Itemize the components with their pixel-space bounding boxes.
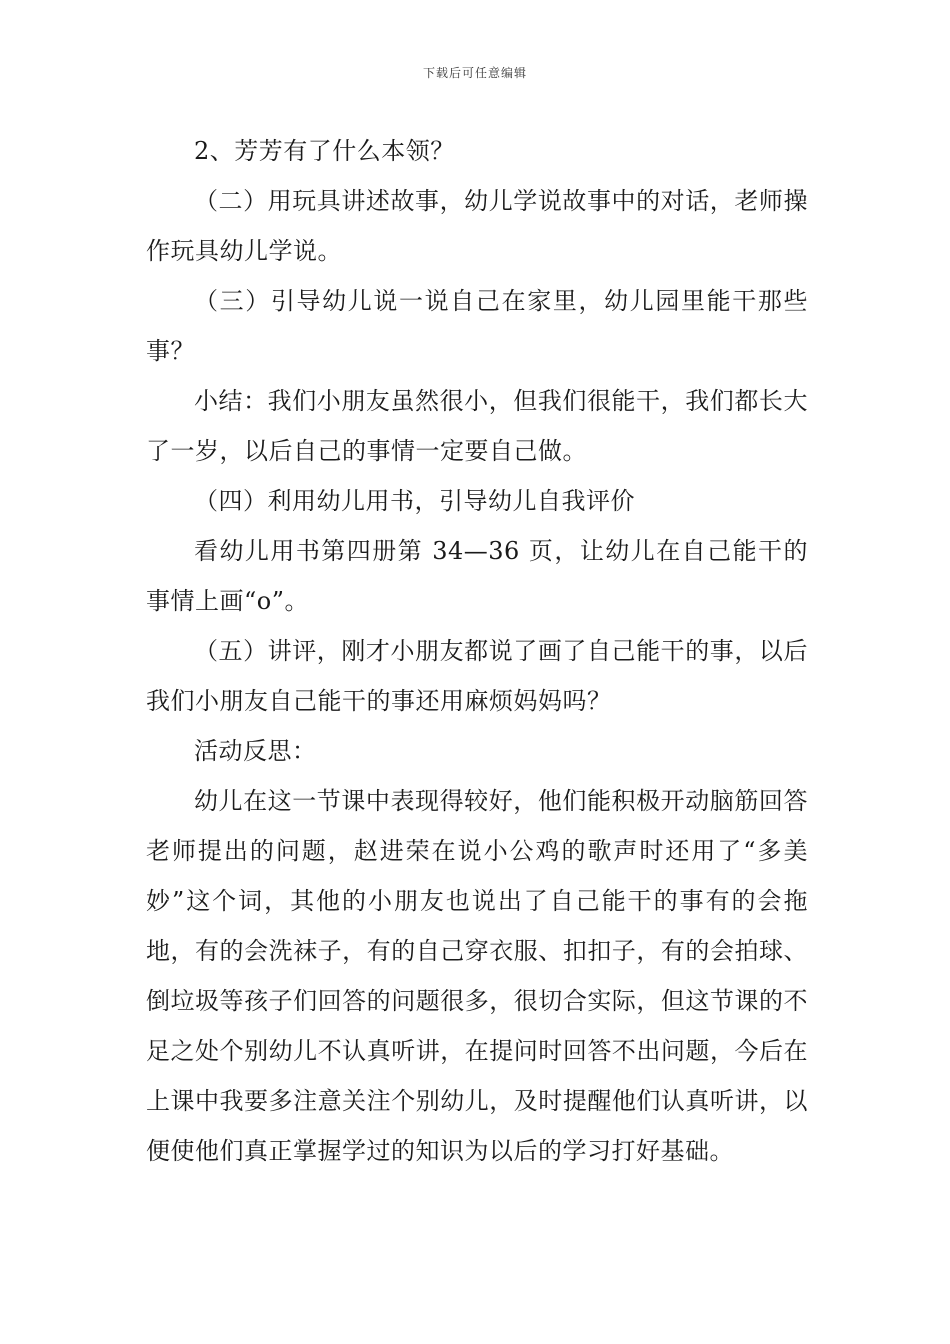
- paragraph-reflection-heading: 活动反思：: [194, 737, 317, 765]
- document-body: [146, 126, 808, 1176]
- paragraph-step-2: （二）用玩具讲述故事，幼儿学说故事中的对话，老师操作玩具幼儿学说。: [146, 187, 808, 265]
- page-header: 下载后可任意编辑: [422, 66, 527, 80]
- paragraph-question-2: 2、芳芳有了什么本领？: [194, 137, 455, 165]
- paragraph-step-5: （五）讲评，刚才小朋友都说了画了自己能干的事，以后我们小朋友自己能干的事还用麻烦妈妈吗？: [146, 637, 808, 715]
- paragraph-summary: 小结：我们小朋友虽然很小，但我们很能干，我们都长大了一岁，以后自己的事情一定要自己做。: [146, 387, 808, 465]
- paragraph-step-3: （三）引导幼儿说一说自己在家里，幼儿园里能干那些事？: [146, 287, 808, 365]
- paragraph-book-pages: 看幼儿用书第四册第 34—36 页，让幼儿在自己能干的事情上画“o”。: [146, 537, 808, 615]
- paragraph-step-4: （四）利用幼儿用书，引导幼儿自我评价: [194, 487, 635, 515]
- paragraph-reflection-body: 幼儿在这一节课中表现得较好，他们能积极开动脑筋回答老师提出的问题，赵进荣在说小公鸡的歌声时还用了“多美妙”这个词，其他的小朋友也说出了自己能干的事有的会拖地，有的会洗袜子，有的自己穿衣服、扣扣子，有的会拍球、倒垃圾等孩子们回答的问题很多，很切合实际，但这节课的不足之处个别幼儿不认真听讲，在提问时回答不出问题，今后在上课中我要多注意关注个别幼儿，及时提醒他们认真听讲，以便使他们真正掌握学过的知识为以后的学习打好基础。: [146, 787, 808, 1165]
